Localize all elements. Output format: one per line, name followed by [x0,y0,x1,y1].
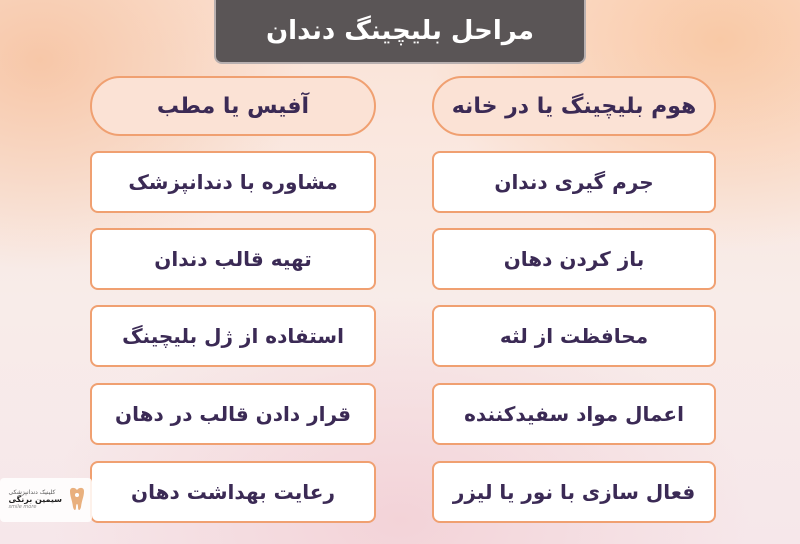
step-home-3: محافظت از لثه [432,305,716,367]
step-office-3: استفاده از ژل بلیچینگ [90,305,376,367]
tooth-icon [66,485,88,515]
step-office-2: تهیه قالب دندان [90,228,376,290]
page-title: مراحل بلیچینگ دندان [214,0,586,64]
clinic-logo [0,478,92,522]
step-home-5: فعال سازی با نور یا لیزر [432,461,716,523]
logo-small-text: کلینیک دندانپزشکی [8,488,56,496]
step-home-4: اعمال مواد سفیدکننده [432,383,716,445]
header-office-bleaching: آفیس یا مطب [90,76,376,136]
step-home-2: باز کردن دهان [432,228,716,290]
step-home-1: جرم گیری دندان [432,151,716,213]
header-home-bleaching: هوم بلیچینگ یا در خانه [432,76,716,136]
step-office-5: رعایت بهداشت دهان [90,461,376,523]
logo-name: سیمین برنگی [8,495,62,505]
logo-tagline: smile more [8,503,37,510]
step-office-1: مشاوره با دندانپزشک [90,151,376,213]
step-office-4: قرار دادن قالب در دهان [90,383,376,445]
